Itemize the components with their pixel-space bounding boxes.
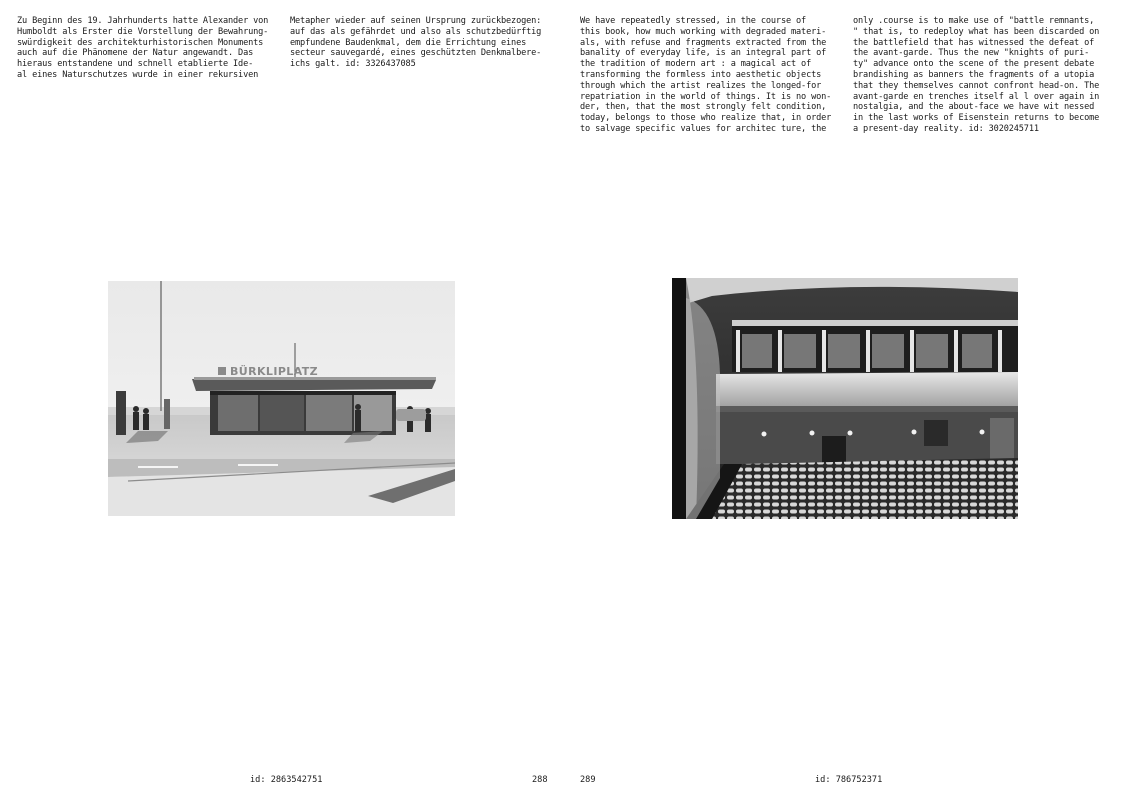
left-footer-id: id: 2863542751 — [250, 775, 323, 785]
right-footer-id: id: 786752371 — [815, 775, 883, 785]
left-page-number: 288 — [532, 775, 548, 785]
right-page — [563, 0, 1127, 797]
kiosk-sign-text: BÜRKLIPLATZ — [230, 365, 319, 378]
right-text-column-1: We have repeatedly stressed, in the course of this book, how much working with degraded materi- als, with refuse and fragments extracted from the banality of everyday life, is an integral part of the tradition of modern art : a magical act of transforming the formless into aesthetic objects through which the artist realizes the longed-for repatriation in the world of things. It is no won- der, then, that the most strongly felt condition, today, belongs to those who realize that, in order to salvage specific values for architec ture, the — [580, 16, 832, 134]
left-text-column-1: Zu Beginn des 19. Jahrhunderts hatte Alexander von Humboldt als Erster die Vorstellung der Bewahrung- swürdigkeit des architekturhistorischen Monuments auch auf die Phänomene der Natur angewandt. Das hieraus entstandene und schnell etablierte Ide- al eines Naturschutzes wurde in einer rekursiven — [17, 16, 269, 80]
buerkliplatz-photo — [108, 281, 455, 516]
theater-auditorium-photo — [672, 278, 1018, 519]
right-page-number: 289 — [580, 775, 596, 785]
left-page — [0, 0, 563, 797]
right-text-column-2: only .course is to make use of "battle remnants, " that is, to redeploy what has been discarded on the battlefield that has witnessed the defeat of the avant-garde. Thus the new "knights of puri- ty" advance onto the scene of the present debate brandishing as banners the fragments of a utopia that they themselves cannot confront head-on. The avant-garde en trenches itself al l over again in nostalgia, and the about-face we have wit nessed in the last works of Eisenstein returns to become a present-day reality. id: 3020245711 — [853, 16, 1100, 134]
left-text-column-2: Metapher wieder auf seinen Ursprung zurückbezogen: auf das als gefährdet und also als schutzbedürftig empfundene Baudenkmal, dem die Errichtung eines secteur sauvegardé, eines geschützten Denkmalbere- ichs galt. id: 3326437085 — [290, 16, 542, 70]
